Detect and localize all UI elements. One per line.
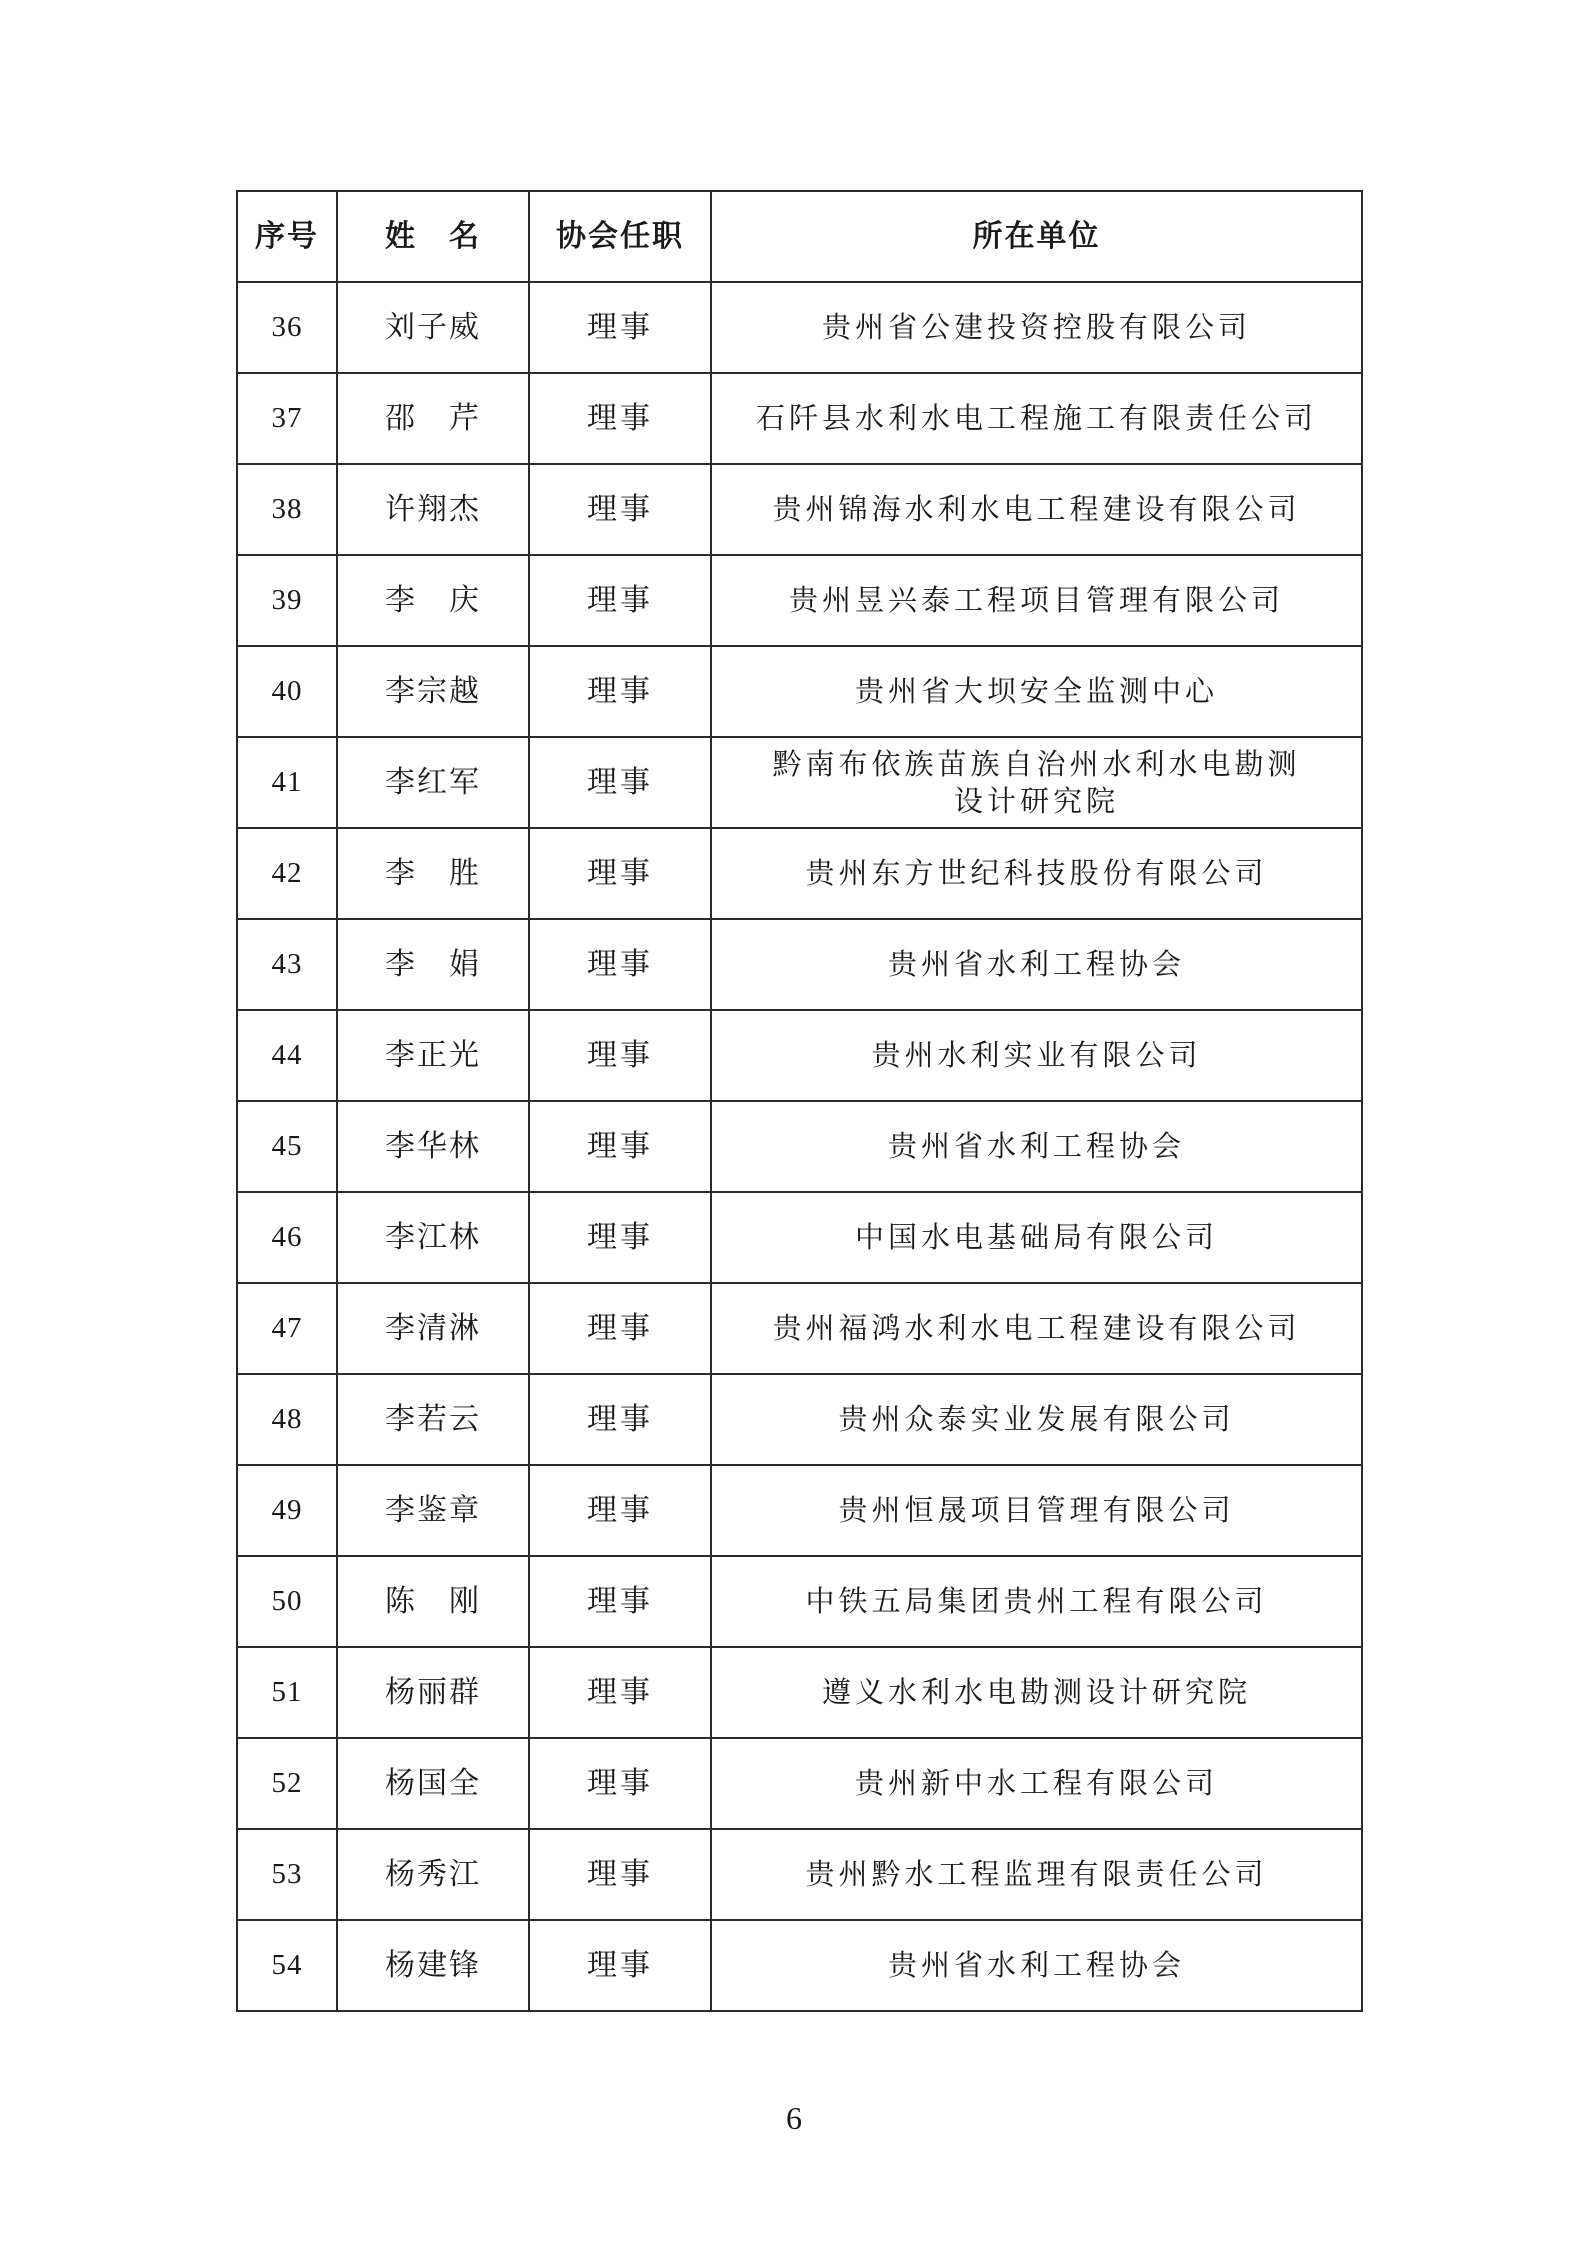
table-row <box>237 919 1362 1010</box>
row-role: 理事 <box>529 1374 711 1465</box>
row-name: 刘子威 <box>337 282 529 373</box>
row-name: 陈 刚 <box>337 1556 529 1647</box>
header-name: 姓 名 <box>337 191 529 282</box>
row-name: 李 庆 <box>337 555 529 646</box>
row-number: 54 <box>237 1920 337 2011</box>
table-header <box>237 191 1362 282</box>
row-name: 李 娟 <box>337 919 529 1010</box>
table-row <box>237 1556 1362 1647</box>
row-role: 理事 <box>529 646 711 737</box>
row-name: 杨建锋 <box>337 1920 529 2011</box>
table-row <box>237 1829 1362 1920</box>
row-name: 李华林 <box>337 1101 529 1192</box>
row-number: 46 <box>237 1192 337 1283</box>
row-number: 48 <box>237 1374 337 1465</box>
row-unit: 贵州东方世纪科技股份有限公司 <box>711 828 1362 919</box>
row-number: 51 <box>237 1647 337 1738</box>
table-row <box>237 737 1362 828</box>
row-unit: 贵州省水利工程协会 <box>711 1101 1362 1192</box>
row-role: 理事 <box>529 1556 711 1647</box>
row-name: 李江林 <box>337 1192 529 1283</box>
row-unit: 贵州众泰实业发展有限公司 <box>711 1374 1362 1465</box>
row-name: 李 胜 <box>337 828 529 919</box>
row-name: 李红军 <box>337 737 529 828</box>
table-row <box>237 464 1362 555</box>
row-number: 42 <box>237 828 337 919</box>
row-role: 理事 <box>529 282 711 373</box>
row-unit: 石阡县水利水电工程施工有限责任公司 <box>711 373 1362 464</box>
row-unit: 贵州新中水工程有限公司 <box>711 1738 1362 1829</box>
row-role: 理事 <box>529 1010 711 1101</box>
row-number: 44 <box>237 1010 337 1101</box>
table-row <box>237 373 1362 464</box>
row-role: 理事 <box>529 1920 711 2011</box>
row-role: 理事 <box>529 919 711 1010</box>
header-number: 序号 <box>237 191 337 282</box>
table-row <box>237 1101 1362 1192</box>
row-unit: 贵州水利实业有限公司 <box>711 1010 1362 1101</box>
table-body <box>237 282 1362 2011</box>
row-number: 53 <box>237 1829 337 1920</box>
row-unit: 贵州昱兴泰工程项目管理有限公司 <box>711 555 1362 646</box>
table-row <box>237 282 1362 373</box>
table-row <box>237 1738 1362 1829</box>
header-unit: 所在单位 <box>711 191 1362 282</box>
row-number: 41 <box>237 737 337 828</box>
row-number: 40 <box>237 646 337 737</box>
row-name: 李鉴章 <box>337 1465 529 1556</box>
row-name: 李正光 <box>337 1010 529 1101</box>
row-role: 理事 <box>529 1192 711 1283</box>
row-unit: 贵州省大坝安全监测中心 <box>711 646 1362 737</box>
row-role: 理事 <box>529 1738 711 1829</box>
row-unit: 黔南布依族苗族自治州水利水电勘测设计研究院 <box>711 737 1362 828</box>
row-number: 36 <box>237 282 337 373</box>
header-row <box>237 191 1362 282</box>
table-row <box>237 1192 1362 1283</box>
row-role: 理事 <box>529 555 711 646</box>
row-unit: 贵州省水利工程协会 <box>711 1920 1362 2011</box>
table-row <box>237 1283 1362 1374</box>
row-unit: 贵州黔水工程监理有限责任公司 <box>711 1829 1362 1920</box>
row-name: 杨国全 <box>337 1738 529 1829</box>
row-name: 许翔杰 <box>337 464 529 555</box>
page-number: 6 <box>786 2100 802 2136</box>
row-unit: 遵义水利水电勘测设计研究院 <box>711 1647 1362 1738</box>
row-unit: 贵州福鸿水利水电工程建设有限公司 <box>711 1283 1362 1374</box>
row-unit: 贵州锦海水利水电工程建设有限公司 <box>711 464 1362 555</box>
row-role: 理事 <box>529 1647 711 1738</box>
table-row <box>237 1010 1362 1101</box>
row-name: 杨丽群 <box>337 1647 529 1738</box>
table-row <box>237 555 1362 646</box>
row-number: 49 <box>237 1465 337 1556</box>
row-role: 理事 <box>529 1465 711 1556</box>
row-role: 理事 <box>529 737 711 828</box>
row-role: 理事 <box>529 1829 711 1920</box>
row-role: 理事 <box>529 1101 711 1192</box>
table-row <box>237 828 1362 919</box>
table-row <box>237 1465 1362 1556</box>
row-number: 43 <box>237 919 337 1010</box>
row-number: 38 <box>237 464 337 555</box>
row-number: 50 <box>237 1556 337 1647</box>
row-role: 理事 <box>529 464 711 555</box>
table-row <box>237 646 1362 737</box>
row-role: 理事 <box>529 373 711 464</box>
row-role: 理事 <box>529 828 711 919</box>
row-number: 39 <box>237 555 337 646</box>
member-table <box>236 190 1363 2012</box>
header-role: 协会任职 <box>529 191 711 282</box>
table-row <box>237 1647 1362 1738</box>
row-name: 李若云 <box>337 1374 529 1465</box>
row-number: 47 <box>237 1283 337 1374</box>
row-name: 李宗越 <box>337 646 529 737</box>
row-unit: 贵州省水利工程协会 <box>711 919 1362 1010</box>
row-number: 37 <box>237 373 337 464</box>
table-row <box>237 1374 1362 1465</box>
table-row <box>237 1920 1362 2011</box>
row-unit: 贵州省公建投资控股有限公司 <box>711 282 1362 373</box>
row-number: 45 <box>237 1101 337 1192</box>
row-role: 理事 <box>529 1283 711 1374</box>
row-number: 52 <box>237 1738 337 1829</box>
row-name: 李清淋 <box>337 1283 529 1374</box>
row-name: 邵 芹 <box>337 373 529 464</box>
row-unit: 贵州恒晟项目管理有限公司 <box>711 1465 1362 1556</box>
row-unit: 中国水电基础局有限公司 <box>711 1192 1362 1283</box>
row-unit: 中铁五局集团贵州工程有限公司 <box>711 1556 1362 1647</box>
row-name: 杨秀江 <box>337 1829 529 1920</box>
